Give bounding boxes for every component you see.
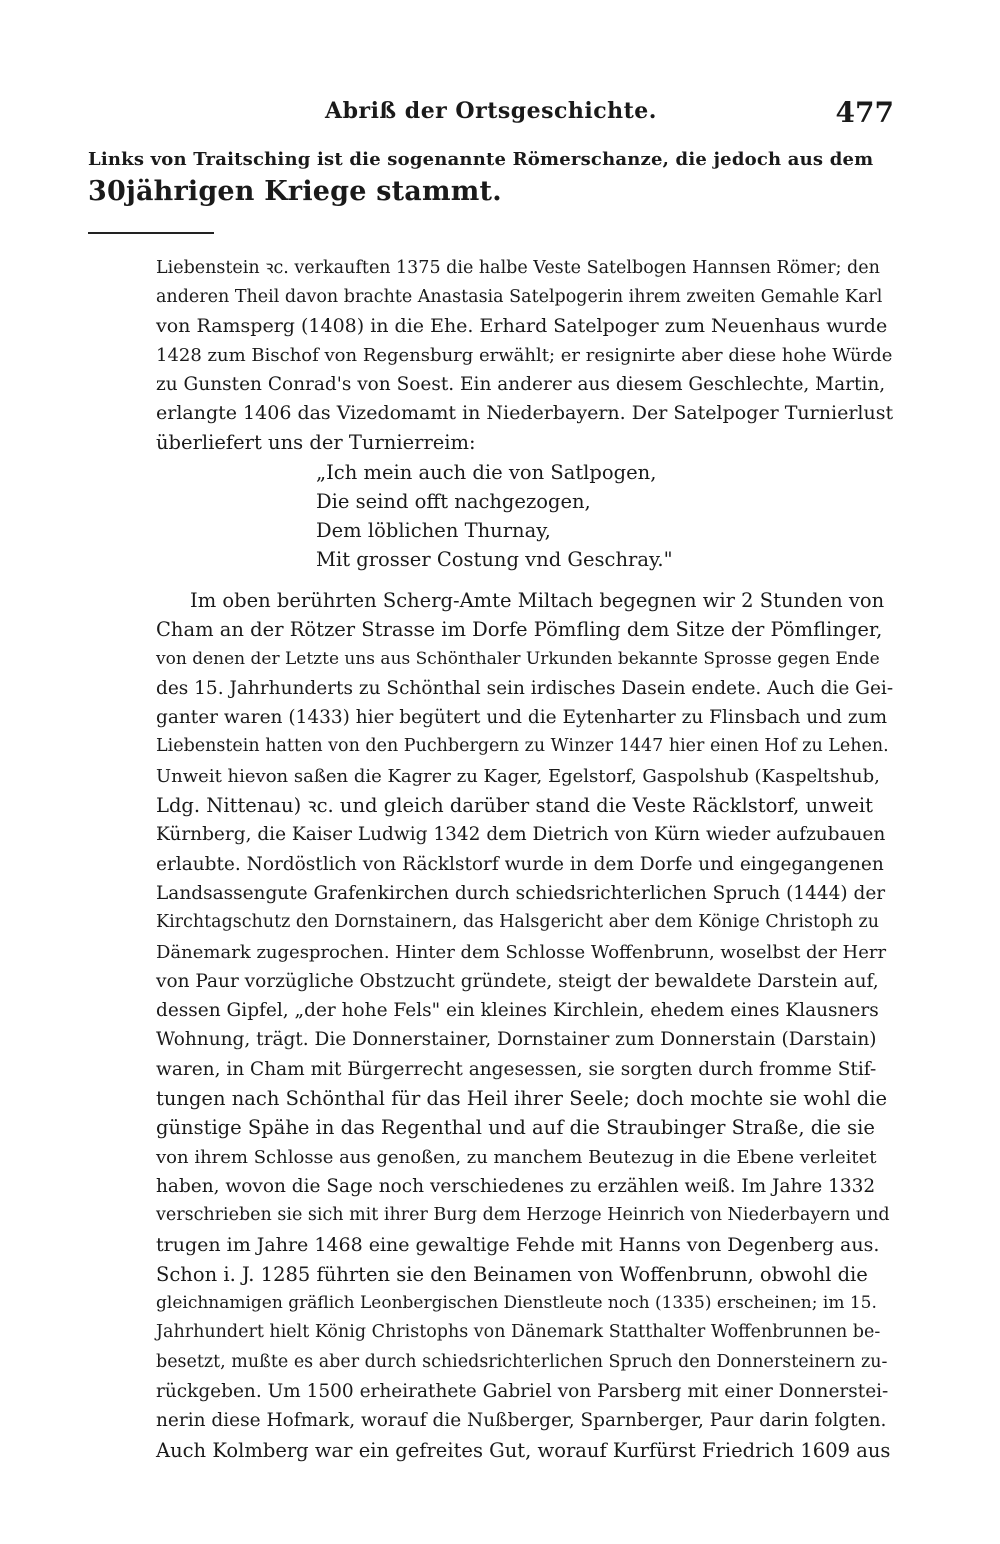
paragraph-line: Auch Kolmberg war ein gefreites Gut, worauf Kurfürst Friedrich 1609 aus	[156, 1438, 891, 1462]
paragraph-line: Jahrhundert hielt König Christophs von Dänemark Statthalter Woffenbrunnen be-	[156, 1322, 881, 1343]
paragraph-line: Kirchtagschutz den Dornstainern, das Halsgericht aber dem Könige Christoph zu	[156, 912, 880, 933]
footnote-line: erlangte 1406 das Vizedomamt in Niederbayern. Der Satelpoger Turnierlust	[156, 402, 894, 424]
running-head	[88, 96, 894, 129]
paragraph-line: waren, in Cham mit Bürgerrecht angesessen, sie sorgten durch fromme Stif-	[156, 1058, 877, 1080]
verse-line: Mit grosser Costung vnd Geschray."	[316, 548, 673, 571]
paragraph-line: Ldg. Nittenau) ꝛc. und gleich darüber stand die Veste Räcklstorf, unweit	[156, 794, 873, 818]
footnote-line: von Ramsperg (1408) in die Ehe. Erhard Satelpoger zum Neuenhaus wurde	[156, 315, 888, 337]
footnote-line: anderen Theil davon brachte Anastasia Satelpogerin ihrem zweiten Gemahle Karl	[156, 287, 883, 307]
paragraph-line: von ihrem Schlosse aus genoßen, zu manchem Beutezug in die Ebene verleitet	[156, 1146, 877, 1168]
main-text	[88, 144, 894, 208]
paragraph-line: nerin diese Hofmark, worauf die Nußberger, Sparnberger, Paur darin folgten.	[156, 1410, 887, 1432]
paragraph-line: Unweit hievon saßen die Kagrer zu Kager, Egelstorf, Gaspolshub (Kaspeltshub,	[156, 765, 880, 787]
footnote-block	[156, 254, 894, 457]
paragraph-line: Dänemark zugesprochen. Hinter dem Schlosse Woffenbrunn, woselbst der Herr	[156, 941, 887, 963]
paragraph-line: erlaubte. Nordöstlich von Räcklstorf wurde in dem Dorfe und eingegangenen	[156, 853, 884, 875]
paragraph-line: gleichnamigen gräflich Leonbergischen Dienstleute noch (1335) erscheinen; im 15.	[156, 1293, 877, 1314]
paragraph-line: trugen im Jahre 1468 eine gewaltige Fehde mit Hanns von Degenberg aus.	[156, 1233, 880, 1256]
verse-line: Dem löblichen Thurnay,	[316, 519, 551, 542]
paragraph-line: rückgeben. Um 1500 erheirathete Gabriel von Parsberg mit einer Donnerstei-	[156, 1381, 889, 1403]
paragraph-line: Wohnung, trägt. Die Donnerstainer, Dornstainer zum Donnerstain (Darstain)	[156, 1029, 877, 1051]
body-paragraph	[156, 586, 894, 1465]
verse-line: „Ich mein auch die von Satlpogen,	[316, 461, 657, 484]
paragraph-line: tungen nach Schönthal für das Heil ihrer Seele; doch mochte sie wohl die	[156, 1087, 888, 1111]
paragraph-line: Kürnberg, die Kaiser Ludwig 1342 dem Dietrich von Kürn wieder aufzubauen	[156, 824, 886, 846]
paragraph-line: besetzt, mußte es aber durch schiedsrichterlichen Spruch den Donnersteinern zu-	[156, 1351, 888, 1372]
paragraph-line: Im oben berührten Scherg-Amte Miltach begegnen wir 2 Stunden von	[190, 589, 885, 612]
paragraph-line: Liebenstein hatten von den Puchbergern zu Winzer 1447 hier einen Hof zu Lehen.	[156, 736, 889, 757]
paragraph-line: dessen Gipfel, „der hohe Fels" ein kleines Kirchlein, ehedem eines Klausners	[156, 1000, 879, 1022]
paragraph-line: Landsassengute Grafenkirchen durch schiedsrichterlichen Spruch (1444) der	[156, 882, 886, 904]
paragraph-line: Schon i. J. 1285 führten sie den Beinamen von Woffenbrunn, obwohl die	[156, 1262, 868, 1286]
page-number: 477	[835, 96, 894, 129]
paragraph-line: von Paur vorzügliche Obstzucht gründete, steigt der bewaldete Darstein auf,	[156, 970, 879, 992]
verse-line: Die seind offt nachgezogen,	[316, 490, 591, 513]
footnote-line: überliefert uns der Turnierreim:	[156, 431, 476, 454]
text-line: 30jährigen Kriege stammt.	[88, 176, 502, 207]
verse-quote	[316, 458, 673, 574]
paragraph-line: Cham an der Rötzer Strasse im Dorfe Pömfling dem Sitze der Pömflinger,	[156, 618, 883, 642]
footnote-separator	[88, 232, 214, 234]
footnote-line: Liebenstein ꝛc. verkauften 1375 die halbe Veste Satelbogen Hannsen Römer; den	[156, 258, 880, 278]
text-line: Links von Traitsching ist die sogenannte Römerschanze, die jedoch aus dem	[88, 149, 874, 170]
paragraph-line: ganter waren (1433) hier begütert und die Eytenharter zu Flinsbach und zum	[156, 707, 888, 729]
running-title: Abriß der Ortsgeschichte.	[325, 98, 657, 124]
paragraph-line: des 15. Jahrhunderts zu Schönthal sein irdisches Dasein endete. Auch die Gei-	[156, 677, 894, 699]
paragraph-line: von denen der Letzte uns aus Schönthaler Urkunden bekannte Sprosse gegen Ende	[156, 648, 880, 669]
paragraph-line: haben, wovon die Sage noch verschiedenes zu erzählen weiß. Im Jahre 1332	[156, 1175, 876, 1197]
footnote-line: 1428 zum Bischof von Regensburg erwählt; er resignirte aber diese hohe Würde	[156, 345, 893, 366]
footnote-line: zu Gunsten Conrad's von Soest. Ein anderer aus diesem Geschlechte, Martin,	[156, 374, 886, 395]
paragraph-line: verschrieben sie sich mit ihrer Burg dem Herzoge Heinrich von Niederbayern und	[156, 1205, 890, 1226]
paragraph-line: günstige Spähe in das Regenthal und auf die Straubinger Straße, die sie	[156, 1116, 875, 1140]
